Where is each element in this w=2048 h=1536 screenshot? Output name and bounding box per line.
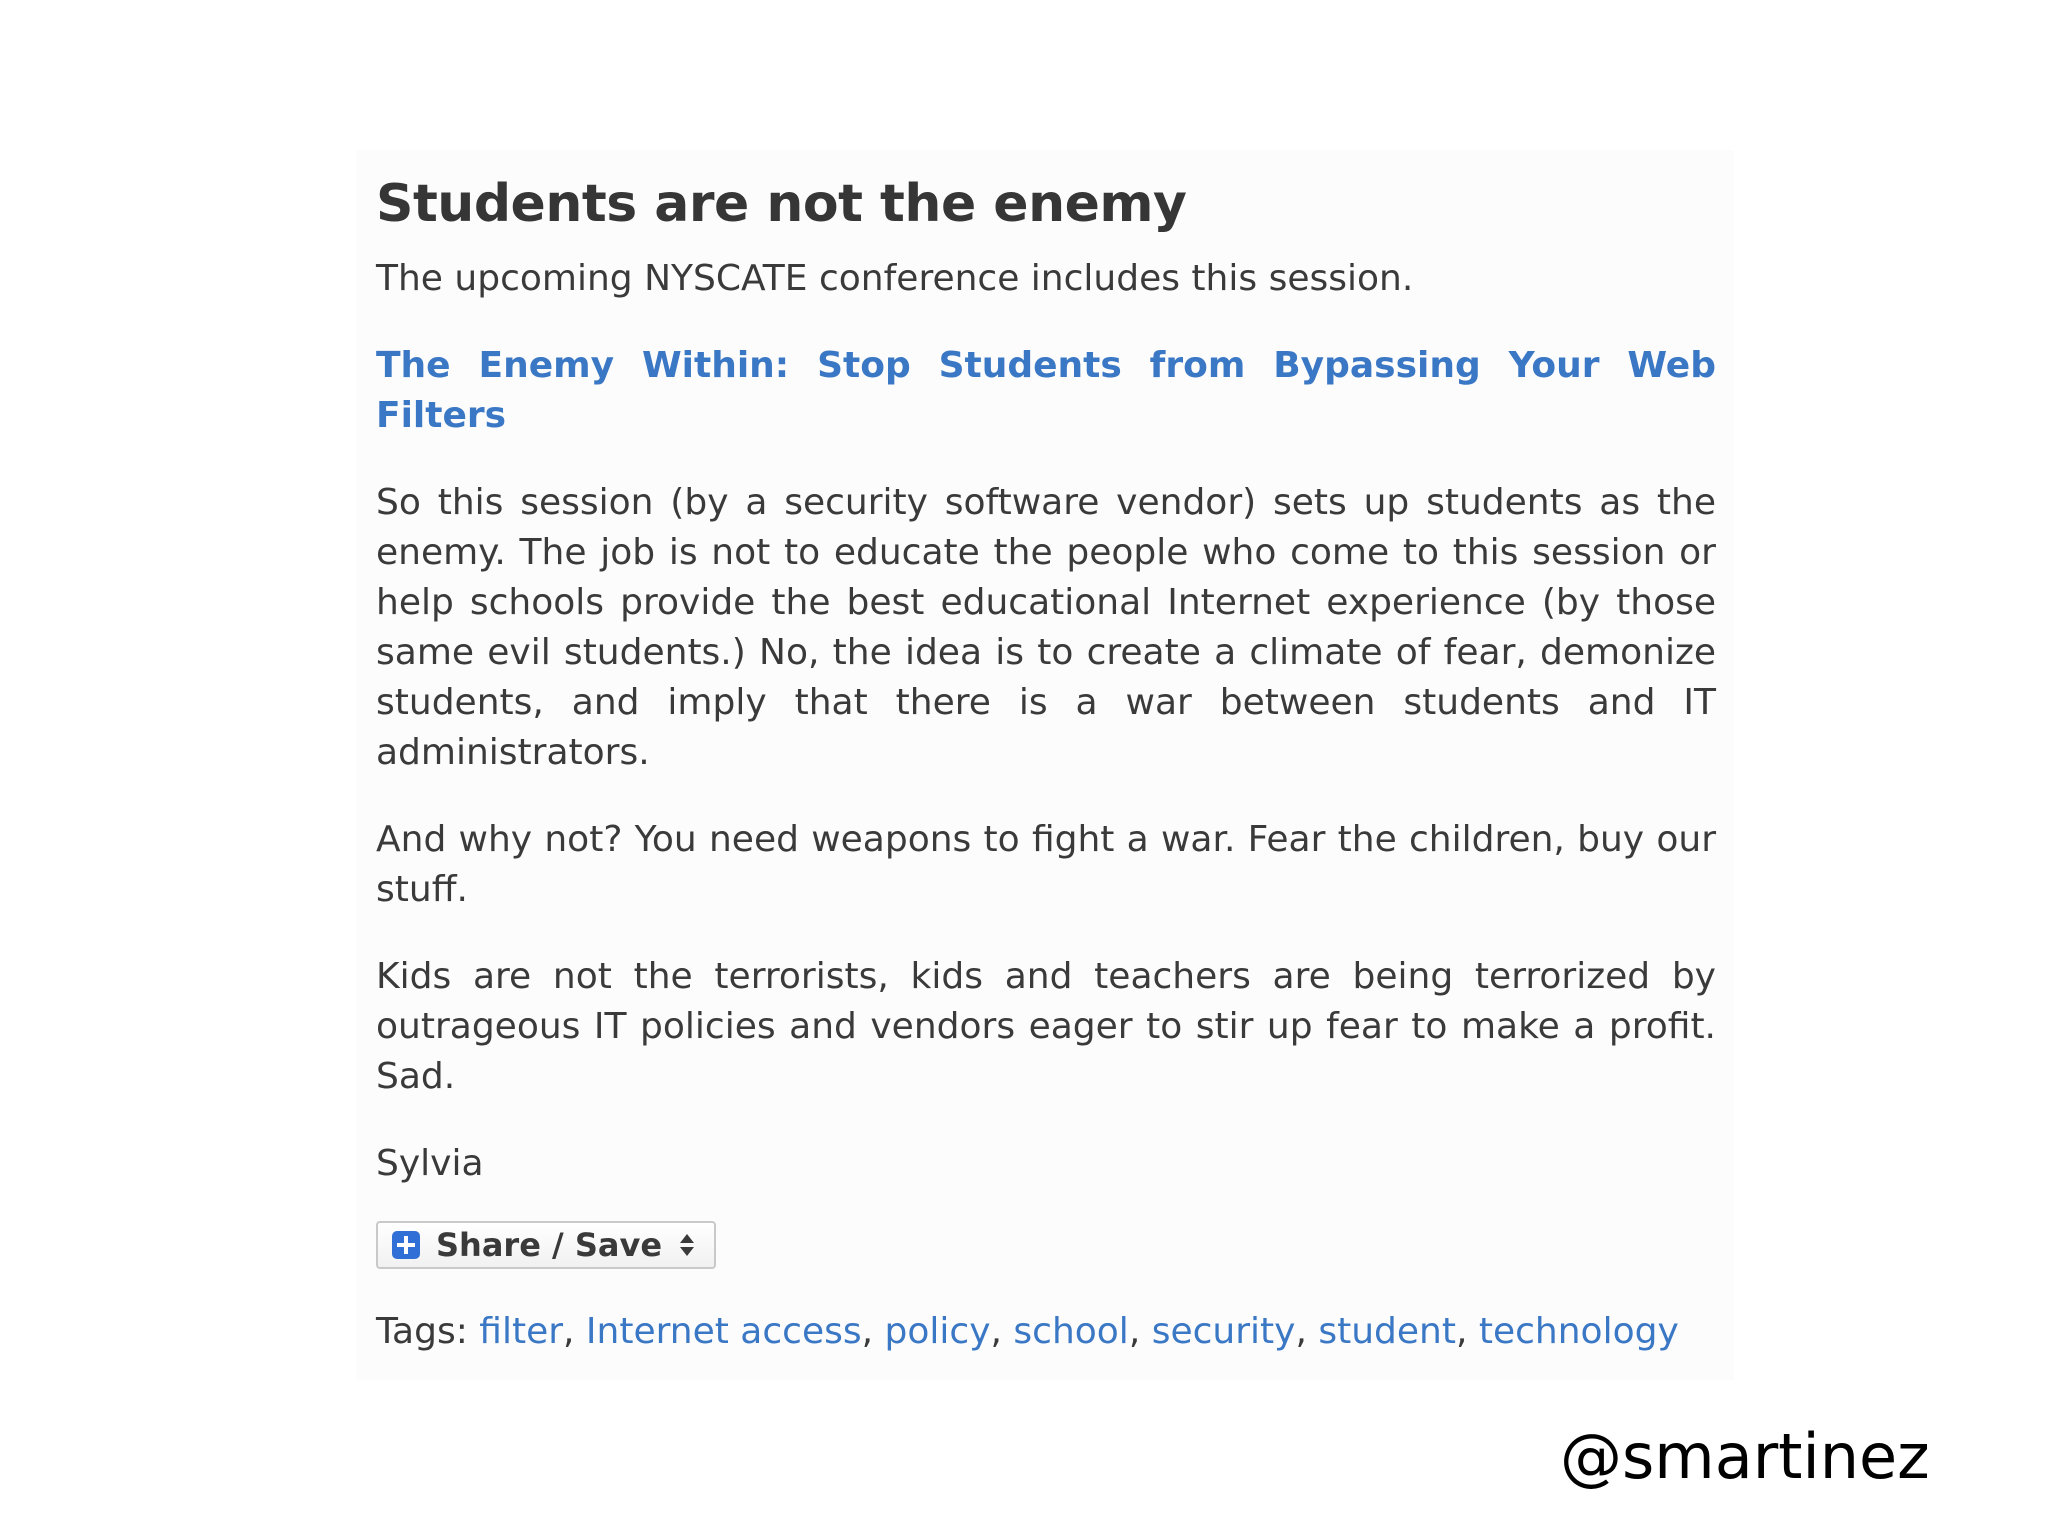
twitter-handle: @smartinez xyxy=(1560,1420,1930,1493)
tag-separator: , xyxy=(1128,1311,1152,1352)
post-signature: Sylvia xyxy=(376,1143,484,1184)
tag-separator: , xyxy=(861,1311,885,1352)
up-down-arrows-icon xyxy=(680,1232,694,1258)
share-save-label: Share / Save xyxy=(436,1226,663,1264)
share-save-button[interactable] xyxy=(376,1221,716,1269)
post-body xyxy=(376,254,1716,1102)
post-paragraph-2: And why not? You need weapons to fight a war. Fear the children, buy our stuff. xyxy=(376,819,1716,910)
post-title: Students are not the enemy xyxy=(376,174,1187,234)
tag-link-school[interactable]: school xyxy=(1013,1311,1129,1352)
tag-separator: , xyxy=(563,1311,586,1352)
tag-link-student[interactable]: student xyxy=(1318,1311,1456,1352)
tag-link-security[interactable]: security xyxy=(1151,1311,1296,1352)
session-link-paragraph xyxy=(376,341,1716,441)
tag-separator: , xyxy=(1455,1311,1479,1352)
tag-link-filter[interactable]: filter xyxy=(479,1311,564,1352)
plus-square-icon xyxy=(392,1231,420,1259)
blog-post xyxy=(376,172,1716,1357)
tag-separator: , xyxy=(990,1311,1014,1352)
tag-separator: , xyxy=(1295,1311,1319,1352)
tags-label: Tags: xyxy=(376,1311,480,1352)
post-intro: The upcoming NYSCATE conference includes this session. xyxy=(376,258,1414,299)
post-paragraph-3: Kids are not the terrorists, kids and teachers are being terrorized by outrageous IT policies and vendors eager to stir up fear to make a profit. Sad. xyxy=(376,956,1716,1097)
tag-link-internet-access[interactable]: Internet access xyxy=(585,1311,862,1352)
session-link[interactable]: The Enemy Within: Stop Students from Bypassing Your Web Filters xyxy=(376,345,1716,436)
post-tags xyxy=(376,1307,1716,1357)
post-paragraph-1: So this session (by a security software vendor) sets up students as the enemy. The job is not to educate the people who come to this session or help schools provide the best educational Internet experience (by those same evil students.) No, the idea is to create a climate of fear, demonize students, and imply that there is a war between students and IT administrators. xyxy=(376,482,1716,773)
tag-link-technology[interactable]: technology xyxy=(1478,1311,1679,1352)
tag-link-policy[interactable]: policy xyxy=(884,1311,991,1352)
